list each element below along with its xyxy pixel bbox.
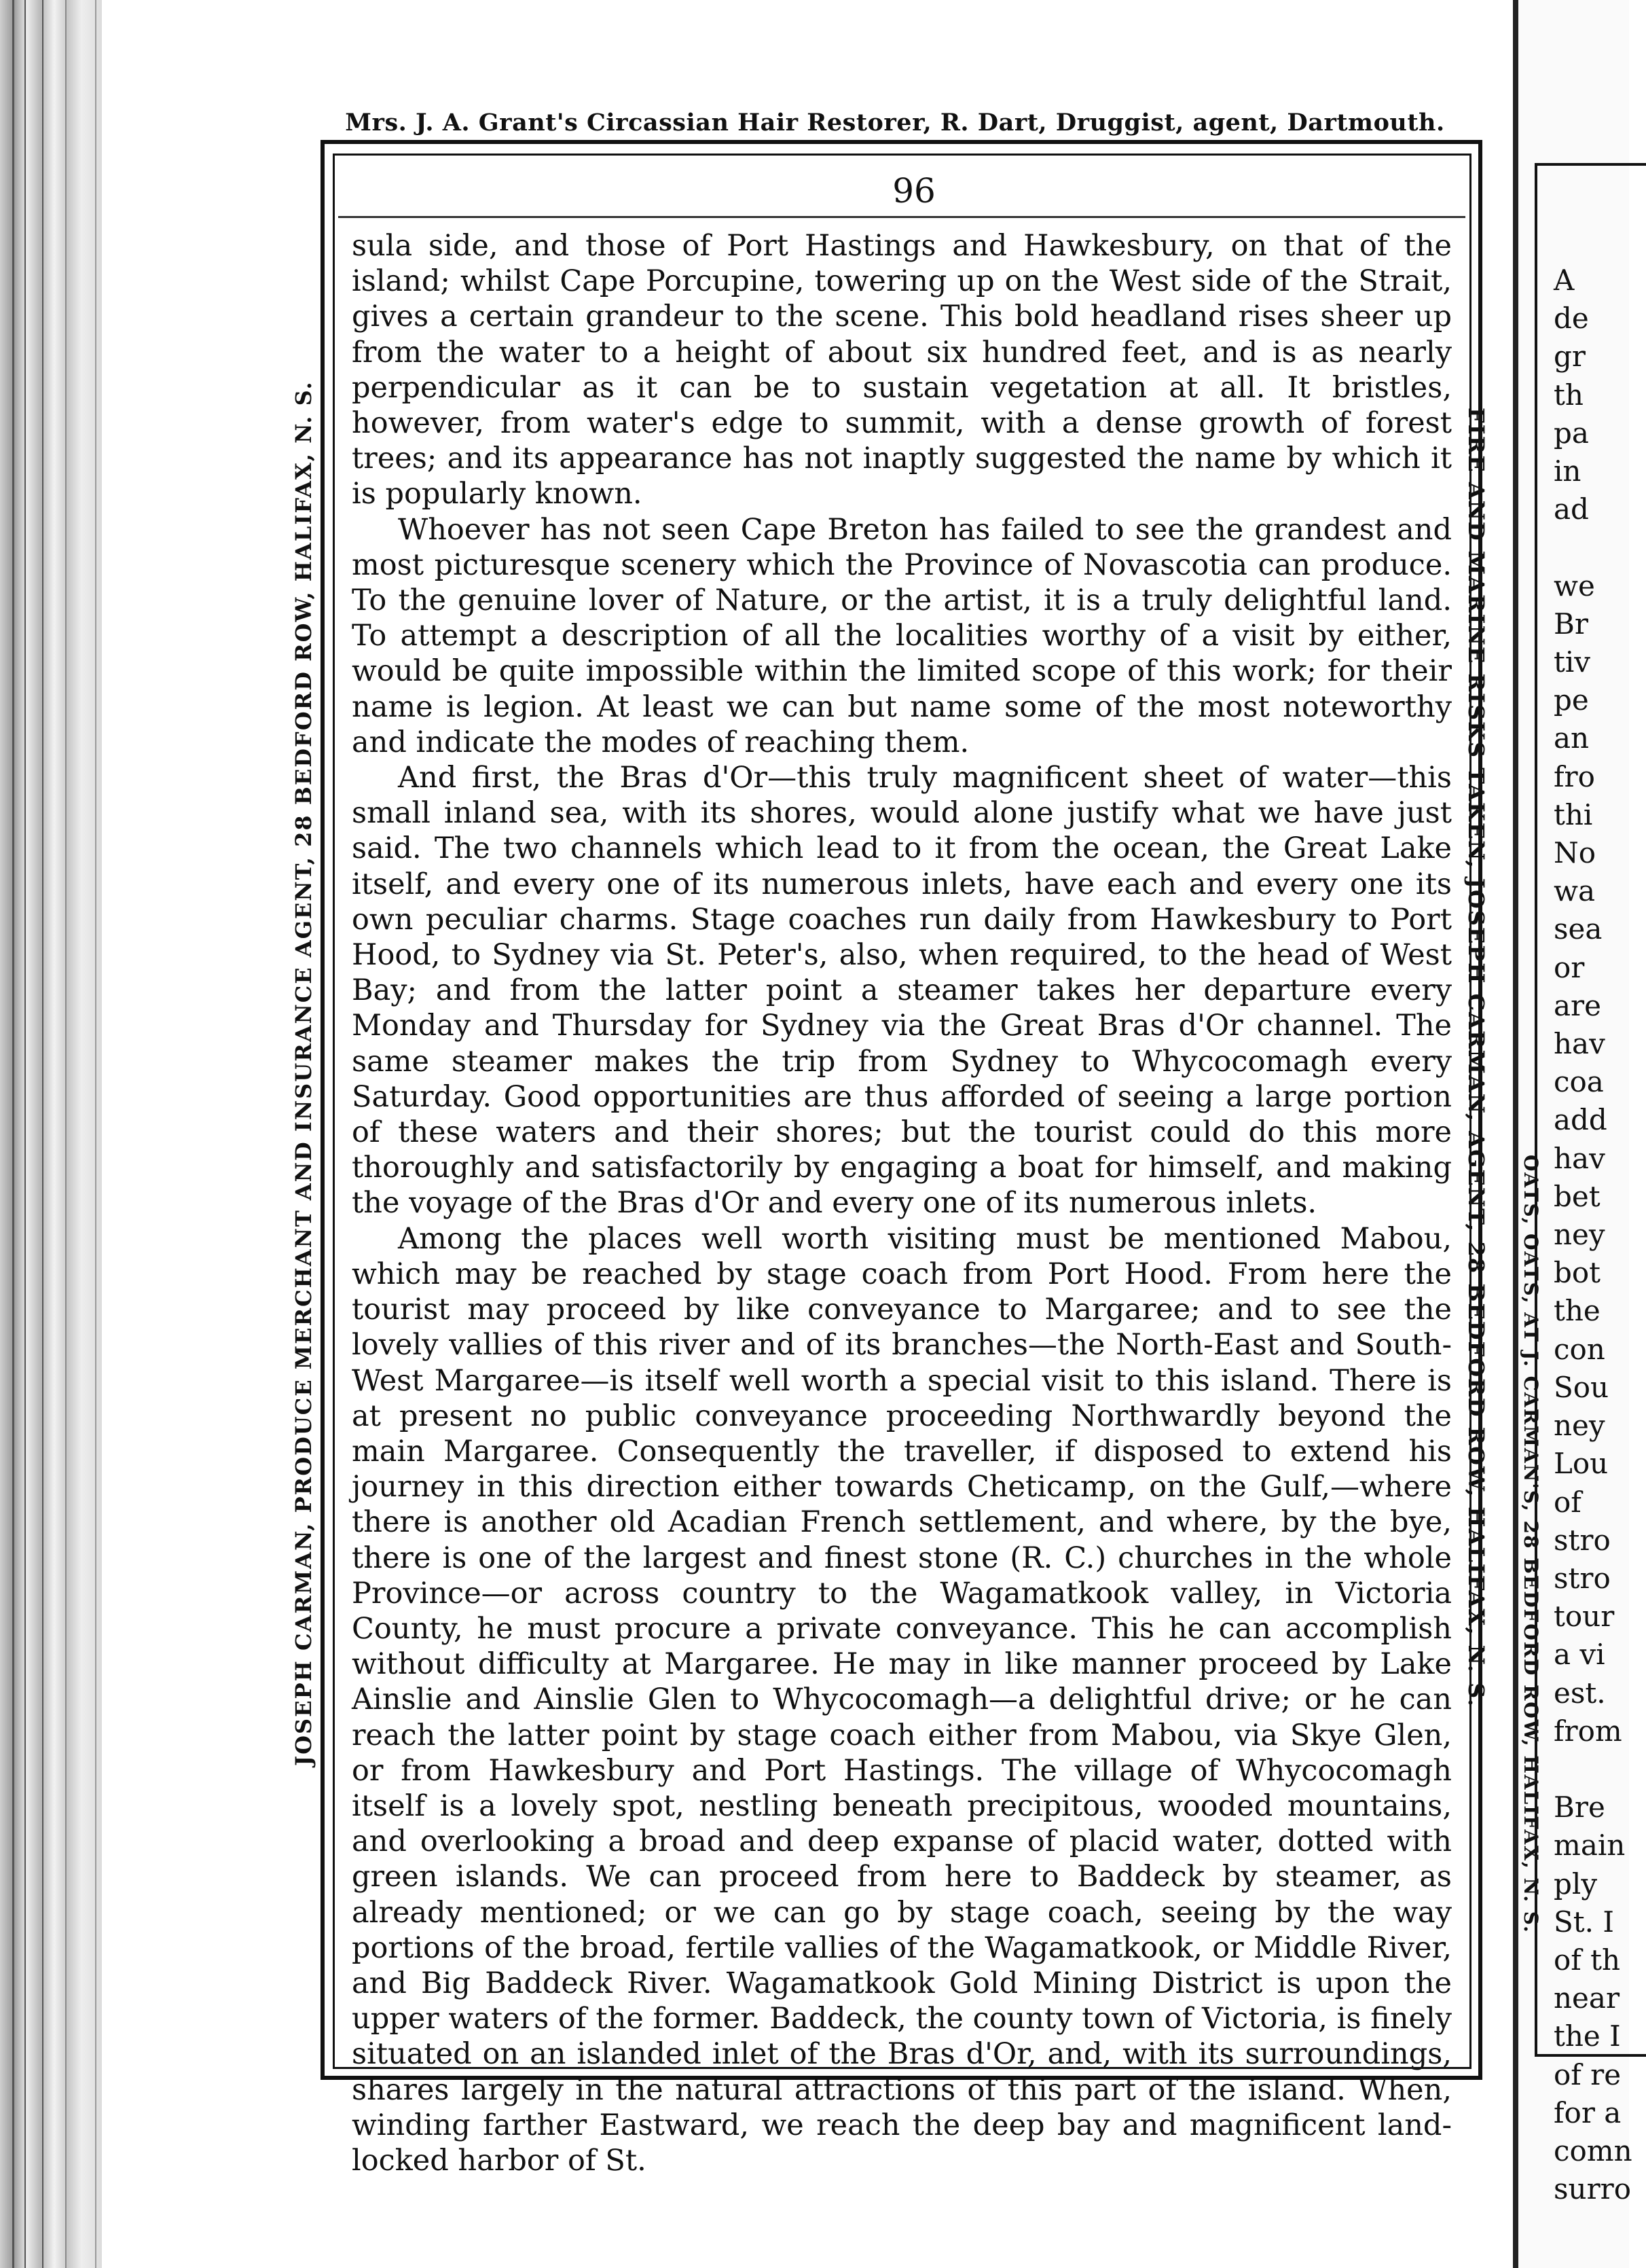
page-number-rule [338,216,1465,218]
header-advertisement: Mrs. J. A. Grant's Circassian Hair Restorer, R. Dart, Druggist, agent, Dartmouth. [345,109,1445,137]
paragraph-4: Among the places well worth visiting must be mentioned Mabou, which may be reached by stage coach from Port Hood. From here the tourist may proceed by like conveyance to Margaree; and to see the lovely vallies of this river and of its branches—the North-East and South-West Margaree—is itself well worth a special visit to this island. There is at present no public conveyance proceeding Northwardly beyond the main Margaree. Consequently the traveller, if disposed to extend his journey in this direction either towards Cheticamp, on the Gulf,—where there is another old Acadian French settlement, and where, by the bye, there is one of the largest and finest stone (R. C.) churches in the whole Province—or across country to the Wagamatkook valley, in Victoria County, he must procure a private conveyance. This he can accomplish without difficulty at Margaree. He may in like manner proceed by Lake Ainslie and Ainslie Glen to Whycocomagh—a delightful drive; or he can reach the latter point by stage coach either from Mabou, via Skye Glen, or from Hawkesbury and Port Hastings. The village of Whycocomagh itself is a lovely spot, nestling beneath precipitous, wooded mountains, and overlooking a broad and deep expanse of placid water, dotted with green islands. We can proceed from here to Baddeck by steamer, as already mentioned; or we can go by stage coach, seeing by the way portions of the broad, fertile vallies of the Wagamatkook, or Middle River, and Big Baddeck River. Wagamatkook Gold Mining District is upon the upper waters of the former. Baddeck, the county town of Victoria, is finely situated on an islanded inlet of the Bras d'Or, and, with its surroundings, shares largely in the natural attractions of this part of the island. When, winding farther Eastward, we reach the deep bay and magnificent land-locked harbor of St. [352,1221,1452,2178]
article-body [352,228,1452,2178]
next-page-text-fragments: A de gr th pa in ad we Br tiv pe an fro thi No wa sea or are hav coa add hav bet ney bot the con Sou ney Lou of stro stro tour a vi est. from Bre main ply St. I of th near the I of re for a comn surro [1554,264,1632,2206]
right-margin-advertisement: FIRE AND MARINE RISKS TAKEN, JOSEPH CARMAN, AGENT, 28 BEDFORD ROW, HALIFAX, N. S. [1463,408,1489,1708]
page-number: 96 [892,171,936,211]
paragraph-3: And first, the Bras d'Or—this truly magnificent sheet of water—this small inland sea, with its shores, would alone justify what we have just said. The two channels which lead to it from the ocean, the Great Lake itself, and every one of its numerous inlets, have each and every one its own peculiar charms. Stage coaches run daily from Hawkesbury to Port Hood, to Sydney via St. Peter's, also, when required, to the head of West Bay; and from the latter point a steamer takes her departure every Monday and Thursday for Sydney via the Great Bras d'Or channel. The same steamer makes the trip from Sydney to Whycocomagh every Saturday. Good opportunities are thus afforded of seeing a large portion of these waters and their shores; but the tourist could do this more thoroughly and satisfactorily by engaging a boat for himself, and making the voyage of the Bras d'Or and every one of its numerous inlets. [352,761,1452,1221]
book-page-edges [0,0,102,2268]
paragraph-2: Whoever has not seen Cape Breton has failed to see the grandest and most picturesque scenery which the Province of Novascotia can produce. To the genuine lover of Nature, or the artist, it is a truly delightful land. To attempt a description of all the localities worthy of a visit by either, would be quite impossible within the limited scope of this work; for their name is legion. At least we can but name some of the most noteworthy and indicate the modes of reaching them. [352,512,1452,759]
paragraph-1: sula side, and those of Port Hastings and Hawkesbury, on that of the island; whilst Cape Porcupine, towering up on the West side of the Strait, gives a certain grandeur to the scene. This bold headland rises sheer up from the water to a height of about six hundred feet, and is as nearly perpendicular as it can be to sustain vegetation at all. It bristles, however, from water's edge to summit, with a dense growth of forest trees; and its appearance has not inaptly suggested the name by which it is popularly known. [352,229,1452,511]
far-right-margin-advertisement: OATS, OATS, AT J. CARMAN'S, 28 BEDFORD ROW, HALIFAX, N. S. [1520,1155,1542,1934]
left-margin-advertisement: JOSEPH CARMAN, PRODUCE MERCHANT AND INSURANCE AGENT, 28 BEDFORD ROW, HALIFAX, N. S. [291,380,316,1766]
